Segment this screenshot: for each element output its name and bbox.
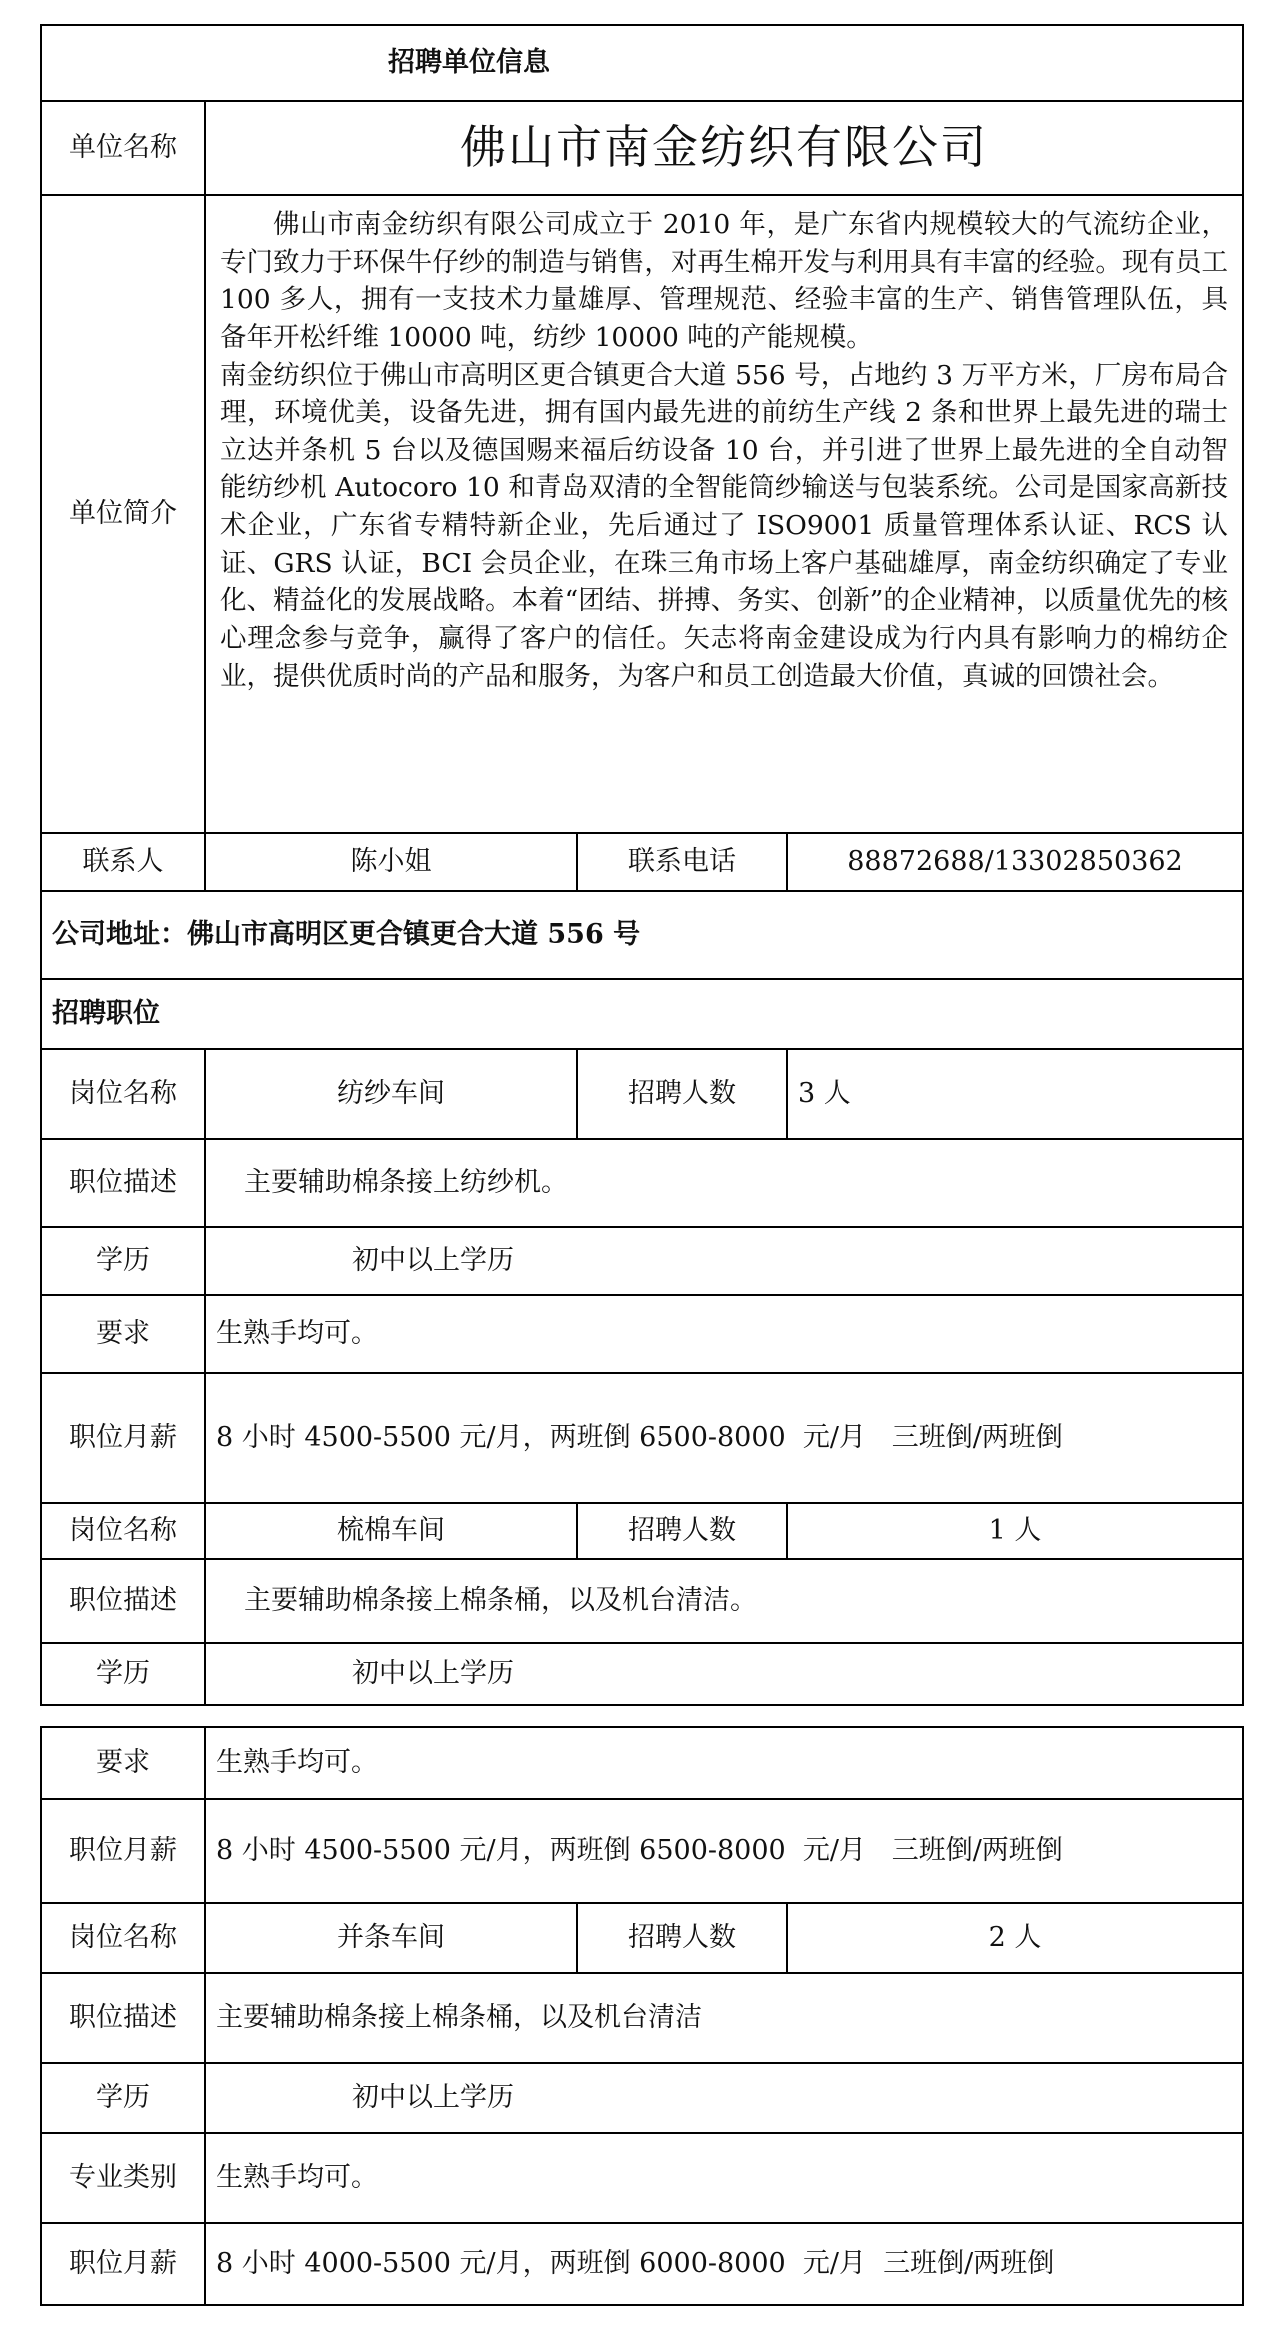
header-row (42, 26, 1242, 100)
edu-label: 学历 (96, 1658, 150, 1690)
job-3-major-row (42, 2132, 1242, 2222)
job-2-edu-row (42, 1642, 1242, 1704)
contact-row (42, 832, 1242, 890)
job-2-edu: 初中以上学历 (204, 1644, 1242, 1704)
phone-label: 联系电话 (576, 834, 786, 890)
job-3-post: 并条车间 (204, 1904, 576, 1972)
job-3-count: 2 人 (786, 1904, 1242, 1972)
company-intro-row (42, 194, 1242, 832)
req-label: 要求 (96, 1747, 150, 1779)
job-2-post-row (42, 1502, 1242, 1558)
job-3-salary-row (42, 2222, 1242, 2304)
address-row (42, 890, 1242, 978)
job-1-desc: 主要辅助棉条接上纺纱机。 (204, 1140, 1242, 1226)
jobs-heading: 招聘职位 (52, 998, 160, 1030)
job-1-post-row (42, 1048, 1242, 1138)
post-label: 岗位名称 (69, 1922, 177, 1954)
job-2-desc: 主要辅助棉条接上棉条桶，以及机台清洁。 (204, 1560, 1242, 1642)
recruitment-table-bottom (40, 1726, 1244, 2306)
job-2-req: 生熟手均可。 (204, 1728, 1242, 1798)
contact-label: 联系人 (82, 846, 164, 878)
job-1-post: 纺纱车间 (204, 1050, 576, 1138)
salary-label: 职位月薪 (69, 1835, 177, 1867)
job-1-count: 3 人 (786, 1050, 1242, 1138)
job-3-edu: 初中以上学历 (204, 2064, 1242, 2132)
job-1-edu: 初中以上学历 (204, 1228, 1242, 1294)
job-3-post-row (42, 1902, 1242, 1972)
job-1-req-row (42, 1294, 1242, 1372)
edu-label: 学历 (96, 2082, 150, 2114)
count-label: 招聘人数 (576, 1050, 786, 1138)
job-3-desc: 主要辅助棉条接上棉条桶，以及机台清洁 (204, 1974, 1242, 2062)
job-1-salary-row (42, 1372, 1242, 1502)
job-2-desc-row (42, 1558, 1242, 1642)
job-2-count: 1 人 (786, 1504, 1242, 1558)
job-2-salary: 8 小时 4500-5500 元/月，两班倒 6500-8000 元/月 三班倒/两班倒 (204, 1800, 1242, 1902)
company-intro-label: 单位简介 (69, 498, 177, 530)
req-label: 要求 (96, 1318, 150, 1350)
job-1-desc-row (42, 1138, 1242, 1226)
desc-label: 职位描述 (69, 1167, 177, 1199)
desc-label: 职位描述 (69, 1585, 177, 1617)
count-label: 招聘人数 (576, 1904, 786, 1972)
post-label: 岗位名称 (69, 1515, 177, 1547)
contact-name: 陈小姐 (204, 834, 576, 890)
job-2-req-row (42, 1728, 1242, 1798)
job-3-salary: 8 小时 4000-5500 元/月，两班倒 6000-8000 元/月 三班倒/两班倒 (204, 2224, 1242, 2304)
company-intro (204, 196, 1242, 832)
salary-label: 职位月薪 (69, 1422, 177, 1454)
phone-number: 88872688/13302850362 (786, 834, 1242, 890)
job-1-edu-row (42, 1226, 1242, 1294)
job-1-salary: 8 小时 4500-5500 元/月，两班倒 6500-8000 元/月 三班倒/两班倒 (204, 1374, 1242, 1502)
job-3-edu-row (42, 2062, 1242, 2132)
intro-paragraph-2: 南金纺织位于佛山市高明区更合镇更合大道 556 号，占地约 3 万平方米，厂房布局合理，环境优美，设备先进，拥有国内最先进的前纺生产线 2 条和世界上最先进的瑞士立达并条机 5 台以及德国赐来福后纺设备 10 台，并引进了世界上最先进的全自动智能纺纱机 Autocoro 10 和青岛双清的全智能筒纱输送与包装系统。公司是国家高新技术企业，广东省专精特新企业，先后通过了 ISO9001 质量管理体系认证、RCS 认证、GRS 认证，BCI 会员企业，在珠三角市场上客户基础雄厚，南金纺织确定了专业化、精益化的发展战略。本着“团结、拼搏、务实、创新”的企业精神，以质量优先的核心理念参与竞争，赢得了客户的信任。矢志将南金建设成为行内具有影响力的棉纺企业，提供优质时尚的产品和服务，为客户和员工创造最大价值，真诚的回馈社会。 (220, 359, 1228, 692)
intro-paragraph-1: 佛山市南金纺织有限公司成立于 2010 年，是广东省内规模较大的气流纺企业，专门致力于环保牛仔纱的制造与销售，对再生棉开发与利用具有丰富的经验。现有员工 100 多人，拥有一支技术力量雄厚、管理规范、经验丰富的生产、销售管理队伍，具备年开松纤维 10000 吨，纺纱 10000 吨的产能规模。 (220, 209, 1228, 353)
page-title: 招聘单位信息 (388, 47, 550, 79)
count-label: 招聘人数 (576, 1504, 786, 1558)
company-name-row (42, 100, 1242, 194)
company-address: 公司地址：佛山市高明区更合镇更合大道 556 号 (52, 919, 641, 951)
company-name: 佛山市南金纺织有限公司 (204, 102, 1242, 194)
recruitment-table-top (40, 24, 1244, 1706)
job-3-req: 生熟手均可。 (204, 2134, 1242, 2222)
desc-label: 职位描述 (69, 2002, 177, 2034)
job-3-desc-row (42, 1972, 1242, 2062)
job-1-req: 生熟手均可。 (204, 1296, 1242, 1372)
edu-label: 学历 (96, 1245, 150, 1277)
job-2-salary-row (42, 1798, 1242, 1902)
company-name-label: 单位名称 (69, 132, 177, 164)
job-2-post: 梳棉车间 (204, 1504, 576, 1558)
major-label: 专业类别 (69, 2162, 177, 2194)
post-label: 岗位名称 (69, 1078, 177, 1110)
salary-label: 职位月薪 (69, 2248, 177, 2280)
jobs-heading-row (42, 978, 1242, 1048)
